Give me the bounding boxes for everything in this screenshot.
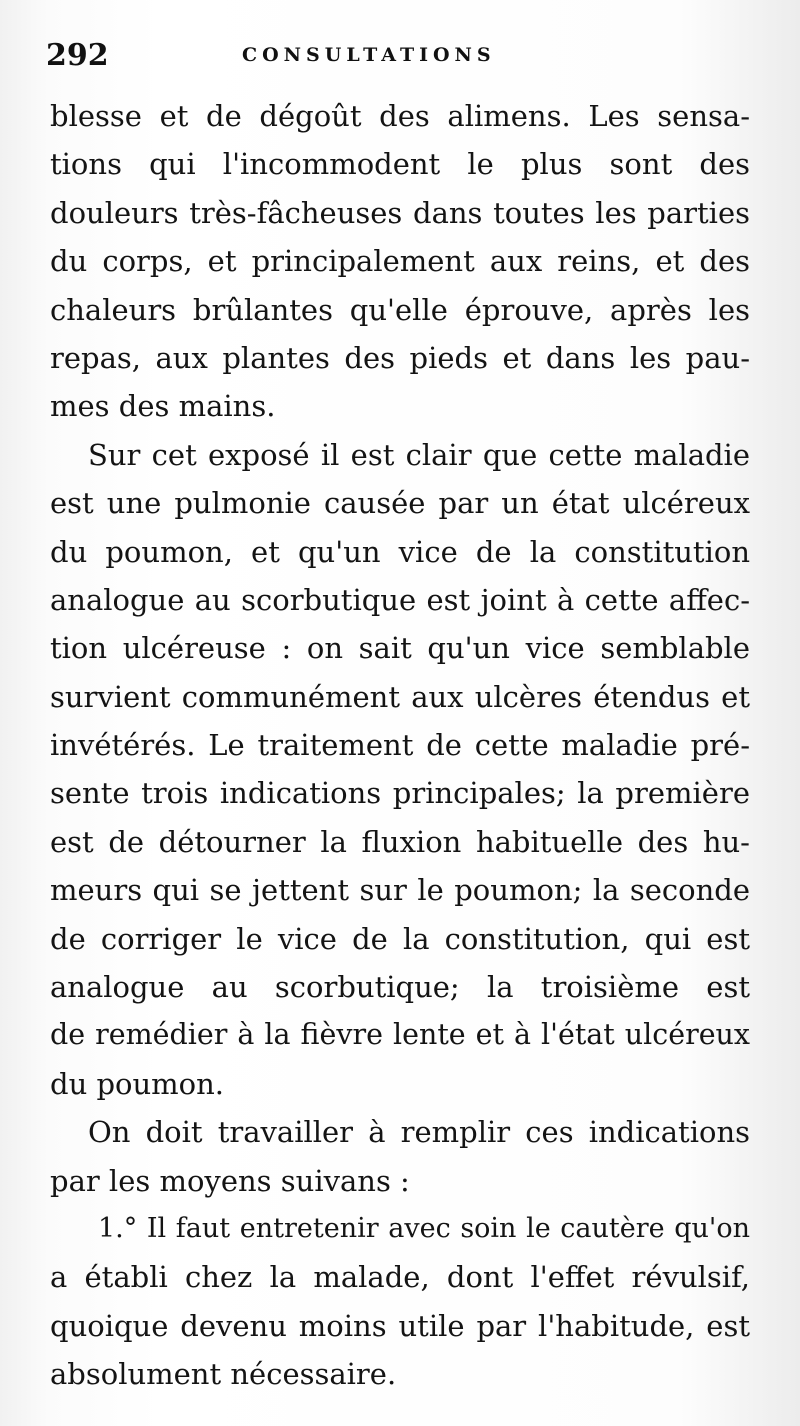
- text-line: meurs qui se jettent sur le poumon; la seconde: [50, 873, 750, 908]
- text-line: blesse et de dégoût des alimens. Les sensa-: [50, 99, 750, 133]
- paragraph-1: [50, 92, 750, 431]
- paragraph-3: [50, 1108, 750, 1205]
- text-line: mes des mains.: [50, 389, 276, 424]
- text-line: a établi chez la malade, dont l'effet révulsif,: [50, 1260, 750, 1295]
- text-line: repas, aux plantes des pieds et dans les pau-: [50, 340, 750, 375]
- body-text: [50, 92, 750, 1399]
- text-line: douleurs très-fâcheuses dans toutes les parties: [50, 195, 750, 230]
- running-head: CONSULTATIONS: [242, 44, 496, 66]
- text-line: 1.° Il faut entretenir avec soin le cautère qu'on: [98, 1212, 750, 1244]
- text-line: de remédier à la fièvre lente et à l'état ulcéreux: [50, 1018, 750, 1052]
- text-line: de corriger le vice de la constitution, qui est: [50, 921, 750, 956]
- text-line: tions qui l'incommodent le plus sont des: [50, 147, 750, 182]
- text-line: par les moyens suivans :: [50, 1163, 410, 1198]
- text-line: est de détourner la fluxion habituelle des hu-: [50, 824, 750, 859]
- text-line: du poumon.: [50, 1066, 225, 1101]
- text-line: est une pulmonie causée par un état ulcéreux: [50, 486, 750, 521]
- text-line: analogue au scorbutique est joint à cette affec-: [50, 582, 750, 617]
- page-header: [46, 38, 766, 78]
- text-line: absolument nécessaire.: [50, 1357, 397, 1392]
- text-line: chaleurs brûlantes qu'elle éprouve, après les: [50, 292, 750, 327]
- text-line: Sur cet exposé il est clair que cette maladie: [88, 437, 750, 472]
- text-line: quoique devenu moins utile par l'habitude, est: [50, 1308, 750, 1343]
- text-line: tion ulcéreuse : on sait qu'un vice semblable: [50, 631, 750, 666]
- page-number: 292: [46, 38, 109, 73]
- text-line: invétérés. Le traitement de cette maladie pré-: [50, 728, 750, 763]
- paragraph-4: [50, 1205, 750, 1399]
- text-line: survient communément aux ulcères étendus et: [50, 679, 750, 714]
- text-line: analogue au scorbutique; la troisième est: [50, 970, 750, 1005]
- text-line: du corps, et principalement aux reins, et des: [50, 244, 750, 279]
- text-line: du poumon, et qu'un vice de la constitution: [50, 534, 750, 569]
- text-line: On doit travailler à remplir ces indications: [88, 1115, 750, 1150]
- text-line: sente trois indications principales; la première: [50, 776, 750, 811]
- paragraph-2: [50, 431, 750, 1108]
